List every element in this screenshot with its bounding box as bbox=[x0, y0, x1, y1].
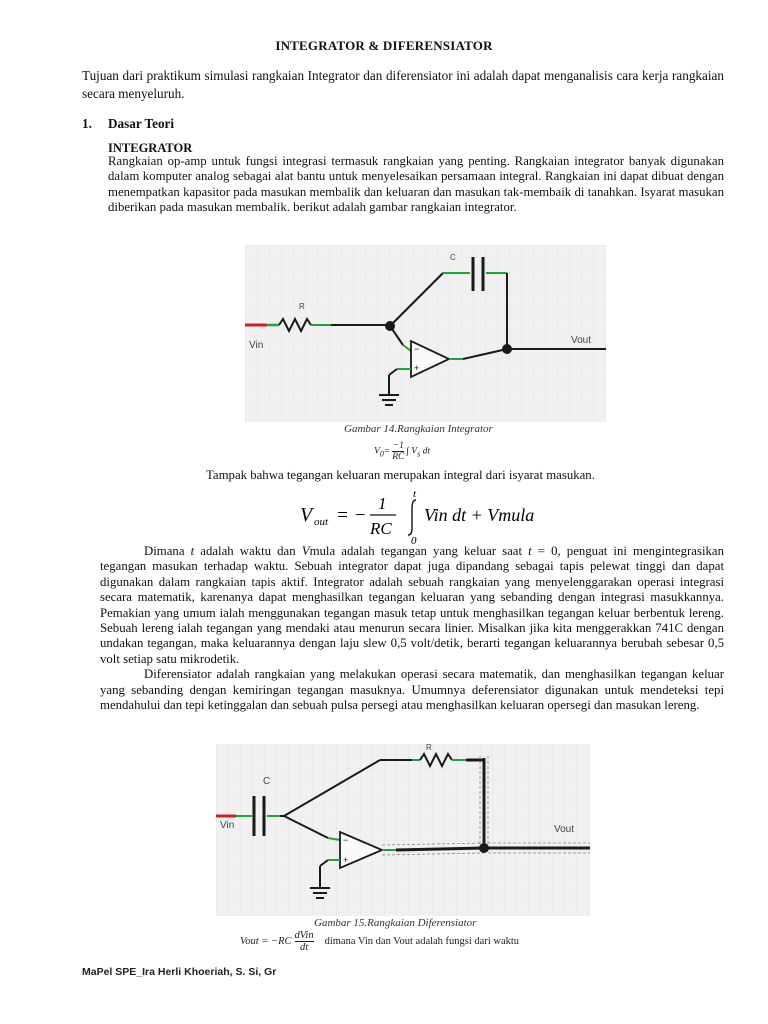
svg-text:RC: RC bbox=[370, 519, 392, 538]
page-footer: MaPel SPE_Ira Herli Khoeriah, S. Si, Gr bbox=[82, 966, 277, 978]
svg-text:V: V bbox=[300, 504, 313, 526]
label-vout: Vout bbox=[571, 335, 592, 346]
integrator-subheading: INTEGRATOR bbox=[108, 141, 193, 155]
label-c-2: C bbox=[263, 776, 271, 787]
figure1-caption: Gambar 14.Rangkaian Integrator bbox=[344, 423, 493, 435]
label-vin: Vin bbox=[249, 340, 264, 351]
label-vin-2: Vin bbox=[220, 820, 235, 831]
svg-text:+: + bbox=[343, 855, 349, 865]
section-title: Dasar Teori bbox=[108, 116, 175, 131]
svg-text:0: 0 bbox=[411, 535, 417, 544]
label-c: C bbox=[450, 253, 456, 262]
label-r: R bbox=[299, 302, 305, 311]
figure1-equation: $V_0=$ $\frac{-1}{RC}$ ∫ $V_s$ dt bbox=[374, 441, 430, 462]
integrator-equation bbox=[296, 488, 556, 544]
integrator-circuit-figure bbox=[245, 245, 606, 422]
section-heading bbox=[82, 116, 174, 132]
page-title: INTEGRATOR & DIFERENSIATOR bbox=[275, 38, 493, 53]
section-number: 1. bbox=[82, 116, 92, 131]
svg-text:1: 1 bbox=[378, 494, 387, 513]
svg-text:−: − bbox=[414, 344, 420, 354]
differentiator-circuit-diagram bbox=[216, 744, 590, 916]
svg-text:= −: = − bbox=[336, 505, 367, 526]
svg-text:out: out bbox=[314, 516, 329, 528]
label-r-2: R bbox=[426, 744, 432, 752]
differentiator-paragraph: Diferensiator adalah rangkaian yang melakukan operasi secara matematik, dan menghasilkan tegangan keluar yang sebanding dengan kemiringan tegangan masuknya. Umumnya deferensiator digunakan untuk mendeteksi tepi mendahului dan tepi ketinggalan dan sebuah pulsa persegi atau menghasilkan keluaran opersegi dan masukan lereng. bbox=[100, 667, 724, 713]
integrator-paragraph: Rangkaian op-amp untuk fungsi integrasi termasuk rangkaian yang penting. Rangkaian integrator banyak digunakan dalam komputer analog sebagai alat bantu untuk menyelesaikan persamaan integral. Rangkaian ini dapat dibuat dengan menempatkan kapasitor pada masukan membalik dan keluaran dan masukan tak-membaik di tanahkan. Isyarat masukan diberikan pada masukan membalik. berikut adalah gambar rangkaian integrator. bbox=[108, 154, 724, 215]
svg-text:Vin dt + Vmula: Vin dt + Vmula bbox=[424, 505, 535, 525]
differentiator-circuit-figure bbox=[216, 744, 590, 916]
integral-note: Tampak bahwa tegangan keluaran merupakan integral dari isyarat masukan. bbox=[206, 468, 595, 482]
figure2-caption: Gambar 15.Rangkaian Diferensiator bbox=[314, 917, 477, 929]
svg-text:t: t bbox=[413, 488, 417, 500]
integrator-explanation-paragraph: Dimana t adalah waktu dan Vmula adalah tegangan yang keluar saat t = 0, penguat ini mengintegrasikan tegangan masukan terhadap waktu. Sebuah integrator dapat juga dipandang sebagai tapis pelewat tinggi dan dapat digunakan dalam rangkaian tapis aktif. Integrator adalah sebuah rangkaian yang menyelenggarakan operasi integrasi secara matematik, karenanya dapat menghasilkan tegangan keluaran yang sebanding dengan integrasi masukkannya. Pemakian yang umum ialah menggunakan tegangan masuk tetap untuk menghasilkan tegangan keluar berbentuk lereng. Sebuah lereng ialah tegangan yang mendaki atau menurun secara linier. Misalkan jika kita menggerakkan 741C dengan undakan tegangan, maka keluarannya dengan laju slew 0,5 volt/detik, berarti tegangan keluarannya berubah sebesar 0,5 volt setiap satu mikrodetik. Diferensiator adalah rangkaian yang melakukan operasi secara matematik, dan menghasilkan tegangan keluar yang sebanding dengan kemiringan tegangan masuknya. Umumnya deferensiator digunakan untuk mendeteksi tepi mendahului dan tepi ketinggalan dan sebuah pulsa persegi atau menghasilkan keluaran opersegi dan masukan lereng. bbox=[100, 544, 724, 713]
svg-text:+: + bbox=[414, 363, 420, 373]
svg-text:−: − bbox=[343, 835, 349, 845]
intro-paragraph: Tujuan dari praktikum simulasi rangkaian Integrator dan diferensiator ini adalah dapat menganalisis cara kerja rangkaian secara menyeluruh. bbox=[82, 68, 724, 101]
integrator-circuit-diagram bbox=[245, 245, 606, 422]
figure2-equation: Vout = −RC dVin dt dimana Vin dan Vout adalah fungsi dari waktu bbox=[240, 930, 520, 953]
label-vout-2: Vout bbox=[554, 824, 575, 835]
